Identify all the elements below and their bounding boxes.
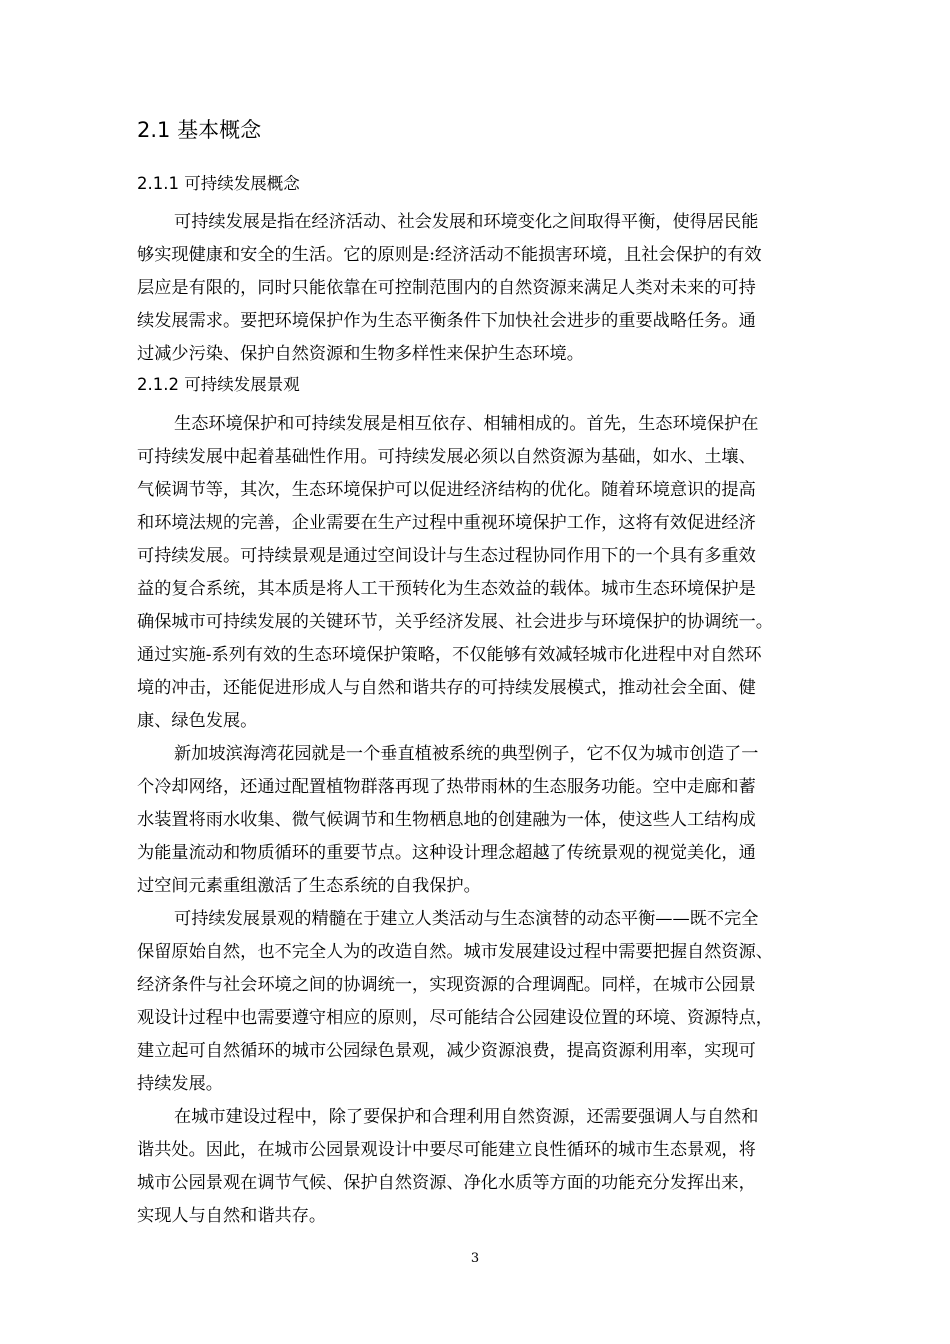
text-line: 确保城市可持续发展的关键环节，关乎经济发展、社会进步与环境保护的协调统一。 — [137, 612, 773, 632]
text-line: 够实现健康和安全的生活。它的原则是:经济活动不能损害环境，且社会保护的有效 — [137, 245, 762, 265]
text-line: 通过实施-系列有效的生态环境保护策略，不仅能够有效减轻城市化进程中对自然环 — [137, 645, 762, 665]
text-line: 持续发展。 — [137, 1074, 223, 1094]
text-line: 层应是有限的，同时只能依靠在可控制范围内的自然资源来满足人类对未来的可持 — [137, 278, 756, 298]
text-line: 保留原始自然，也不完全人为的改造自然。城市发展建设过程中需要把握自然资源、 — [137, 942, 773, 962]
text-line: 康、绿色发展。 — [137, 711, 258, 731]
text-line: 水装置将雨水收集、微气候调节和生物栖息地的创建融为一体，使这些人工结构成 — [137, 810, 756, 830]
text-line: 新加坡滨海湾花园就是一个垂直植被系统的典型例子，它不仅为城市创造了一 — [174, 744, 759, 764]
text-line: 过空间元素重组激活了生态系统的自我保护。 — [137, 876, 481, 896]
text-line: 过减少污染、保护自然资源和生物多样性来保护生态环境。 — [137, 344, 584, 364]
text-line: 观设计过程中也需要遵守相应的原则，尽可能结合公园建设位置的环境、资源特点， — [137, 1008, 773, 1028]
text-line: 城市公园景观在调节气候、保护自然资源、净化水质等方面的功能充分发挥出来， — [137, 1173, 756, 1193]
text-line: 益的复合系统，其本质是将人工干预转化为生态效益的载体。城市生态环境保护是 — [137, 579, 756, 599]
text-line: 生态环境保护和可持续发展是相互依存、相辅相成的。首先，生态环境保护在 — [174, 414, 759, 434]
text-line: 续发展需求。要把环境保护作为生态平衡条件下加快社会进步的重要战略任务。通 — [137, 311, 756, 331]
paragraph-landscape-2 — [137, 738, 837, 903]
text-line: 实现人与自然和谐共存。 — [137, 1206, 327, 1226]
text-line: 可持续发展是指在经济活动、社会发展和环境变化之间取得平衡，使得居民能 — [174, 212, 759, 232]
text-line: 可持续发展。可持续景观是通过空间设计与生态过程协同作用下的一个具有多重效 — [137, 546, 756, 566]
text-line: 可持续发展景观的精髓在于建立人类活动与生态演替的动态平衡——既不完全 — [174, 909, 759, 929]
text-line: 个冷却网络，还通过配置植物群落再现了热带雨林的生态服务功能。空中走廊和蓄 — [137, 777, 756, 797]
paragraph-landscape-3 — [137, 903, 837, 1101]
text-line: 可持续发展中起着基础性作用。可持续发展必须以自然资源为基础，如水、土壤、 — [137, 447, 756, 467]
subsection-heading-concept: 2.1.1 可持续发展概念 — [137, 174, 300, 193]
page-number: 3 — [470, 1251, 480, 1266]
text-line: 和环境法规的完善，企业需要在生产过程中重视环境保护工作，这将有效促进经济 — [137, 513, 756, 533]
text-line: 为能量流动和物质循环的重要节点。这种设计理念超越了传统景观的视觉美化，通 — [137, 843, 756, 863]
paragraph-concept — [137, 206, 837, 371]
paragraph-landscape-1 — [137, 408, 837, 738]
subsection-heading-landscape: 2.1.2 可持续发展景观 — [137, 375, 300, 394]
text-line: 建立起可自然循环的城市公园绿色景观，减少资源浪费，提高资源利用率，实现可 — [137, 1041, 756, 1061]
text-line: 谐共处。因此，在城市公园景观设计中要尽可能建立良性循环的城市生态景观，将 — [137, 1140, 756, 1160]
section-heading: 2.1 基本概念 — [137, 118, 262, 142]
text-line: 在城市建设过程中，除了要保护和合理利用自然资源，还需要强调人与自然和 — [174, 1107, 759, 1127]
paragraph-landscape-4 — [137, 1101, 837, 1233]
text-line: 经济条件与社会环境之间的协调统一，实现资源的合理调配。同样，在城市公园景 — [137, 975, 756, 995]
text-line: 气候调节等，其次，生态环境保护可以促进经济结构的优化。随着环境意识的提高 — [137, 480, 756, 500]
text-line: 境的冲击，还能促进形成人与自然和谐共存的可持续发展模式，推动社会全面、健 — [137, 678, 756, 698]
